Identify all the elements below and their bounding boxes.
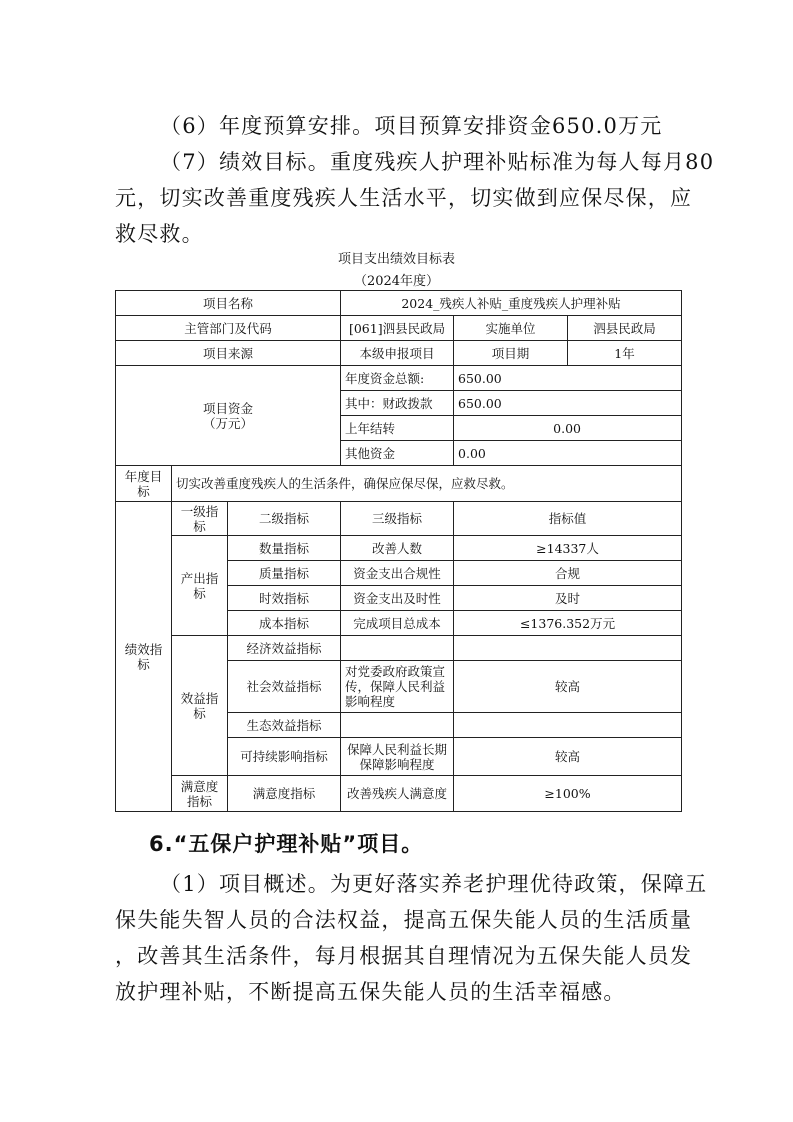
perf-indicator-label: 绩效指标 — [116, 502, 172, 812]
benefit-level2: 经济效益指标 — [228, 636, 341, 661]
funds-fiscal-value: 650.00 — [454, 391, 682, 416]
table-row — [116, 291, 682, 316]
funds-unit: （万元） — [203, 415, 254, 431]
section-6-line1: （1）项目概述。为更好落实养老护理优待政策，保障五 — [160, 872, 708, 896]
section-6-line2: 保失能失智人员的合法权益，提高五保失能人员的生活质量 — [115, 908, 693, 932]
output-level2: 数量指标 — [228, 536, 341, 561]
output-level2: 时效指标 — [228, 586, 341, 611]
benefit-level3 — [341, 713, 454, 738]
header-level3: 三级指标 — [341, 502, 454, 536]
benefit-value: 较高 — [454, 661, 682, 713]
output-indicator-label: 产出指标 — [172, 536, 228, 636]
paragraph-goal-line3: 救尽救。 — [115, 222, 204, 246]
funds-total-value: 650.00 — [454, 366, 682, 391]
benefit-value — [454, 713, 682, 738]
header-level2: 二级指标 — [228, 502, 341, 536]
benefit-value: 较高 — [454, 738, 682, 776]
period-label: 项目期 — [454, 341, 568, 366]
annual-goal-label: 年度目标 — [116, 466, 172, 502]
output-value: ≤1376.352万元 — [454, 611, 682, 636]
project-name-label: 项目名称 — [116, 291, 341, 316]
table-row — [116, 502, 682, 536]
benefit-value — [454, 636, 682, 661]
section-6-heading: 6.“五保户护理补贴”项目。 — [149, 832, 424, 856]
table-row — [116, 466, 682, 502]
period-value: 1年 — [568, 341, 682, 366]
funds-fiscal-label: 其中：财政拨款 — [341, 391, 454, 416]
table-row — [116, 341, 682, 366]
project-name-value: 2024_残疾人补贴_重度残疾人护理补贴 — [341, 291, 682, 316]
output-value: 及时 — [454, 586, 682, 611]
output-level2: 质量指标 — [228, 561, 341, 586]
benefit-level2: 社会效益指标 — [228, 661, 341, 713]
output-level2: 成本指标 — [228, 611, 341, 636]
funds-label-text: 项目资金 — [203, 400, 254, 416]
benefit-level3: 保障人民利益长期保障影响程度 — [341, 738, 454, 776]
benefit-indicator-label: 效益指标 — [172, 636, 228, 776]
section-6-line3: ，改善其生活条件，每月根据其自理情况为五保失能人员发 — [115, 944, 693, 968]
funds-carryover-value: 0.00 — [454, 416, 682, 441]
performance-target-table — [115, 290, 682, 812]
table-year: （2024年度） — [353, 274, 440, 289]
paragraph-goal-line1: （7）绩效目标。重度残疾人护理补贴标准为每人每月80 — [160, 150, 715, 174]
source-value: 本级申报项目 — [341, 341, 454, 366]
impl-label: 实施单位 — [454, 316, 568, 341]
satisfaction-level3: 改善残疾人满意度 — [341, 776, 454, 812]
paragraph-goal-line2: 元，切实改善重度残疾人生活水平，切实做到应保尽保，应 — [115, 186, 693, 210]
output-level3: 资金支出合规性 — [341, 561, 454, 586]
section-6-line4: 放护理补贴，不断提高五保失能人员的生活幸福感。 — [115, 980, 626, 1004]
funds-label — [116, 366, 341, 466]
dept-value: [061]泗县民政局 — [341, 316, 454, 341]
header-value: 指标值 — [454, 502, 682, 536]
output-level3: 资金支出及时性 — [341, 586, 454, 611]
funds-total-label: 年度资金总额: — [341, 366, 454, 391]
output-value: ≥14337人 — [454, 536, 682, 561]
benefit-level2: 生态效益指标 — [228, 713, 341, 738]
table-row — [116, 636, 682, 661]
table-row — [116, 366, 682, 391]
satisfaction-level2: 满意度指标 — [228, 776, 341, 812]
paragraph-budget: （6）年度预算安排。项目预算安排资金650.0万元 — [160, 114, 663, 138]
table-row — [116, 776, 682, 812]
table-row — [116, 536, 682, 561]
benefit-level3: 对党委政府政策宣传，保障人民利益影响程度 — [341, 661, 454, 713]
output-value: 合规 — [454, 561, 682, 586]
source-label: 项目来源 — [116, 341, 341, 366]
table-title: 项目支出绩效目标表 — [337, 252, 455, 267]
annual-goal-value: 切实改善重度残疾人的生活条件，确保应保尽保，应救尽救。 — [172, 466, 682, 502]
dept-label: 主管部门及代码 — [116, 316, 341, 341]
funds-other-label: 其他资金 — [341, 441, 454, 466]
funds-other-value: 0.00 — [454, 441, 682, 466]
output-level3: 完成项目总成本 — [341, 611, 454, 636]
header-level1: 一级指标 — [172, 502, 228, 536]
satisfaction-indicator-label: 满意度指标 — [172, 776, 228, 812]
output-level3: 改善人数 — [341, 536, 454, 561]
table-row — [116, 316, 682, 341]
funds-carryover-label: 上年结转 — [341, 416, 454, 441]
satisfaction-value: ≥100% — [454, 776, 682, 812]
benefit-level2: 可持续影响指标 — [228, 738, 341, 776]
impl-value: 泗县民政局 — [568, 316, 682, 341]
benefit-level3 — [341, 636, 454, 661]
